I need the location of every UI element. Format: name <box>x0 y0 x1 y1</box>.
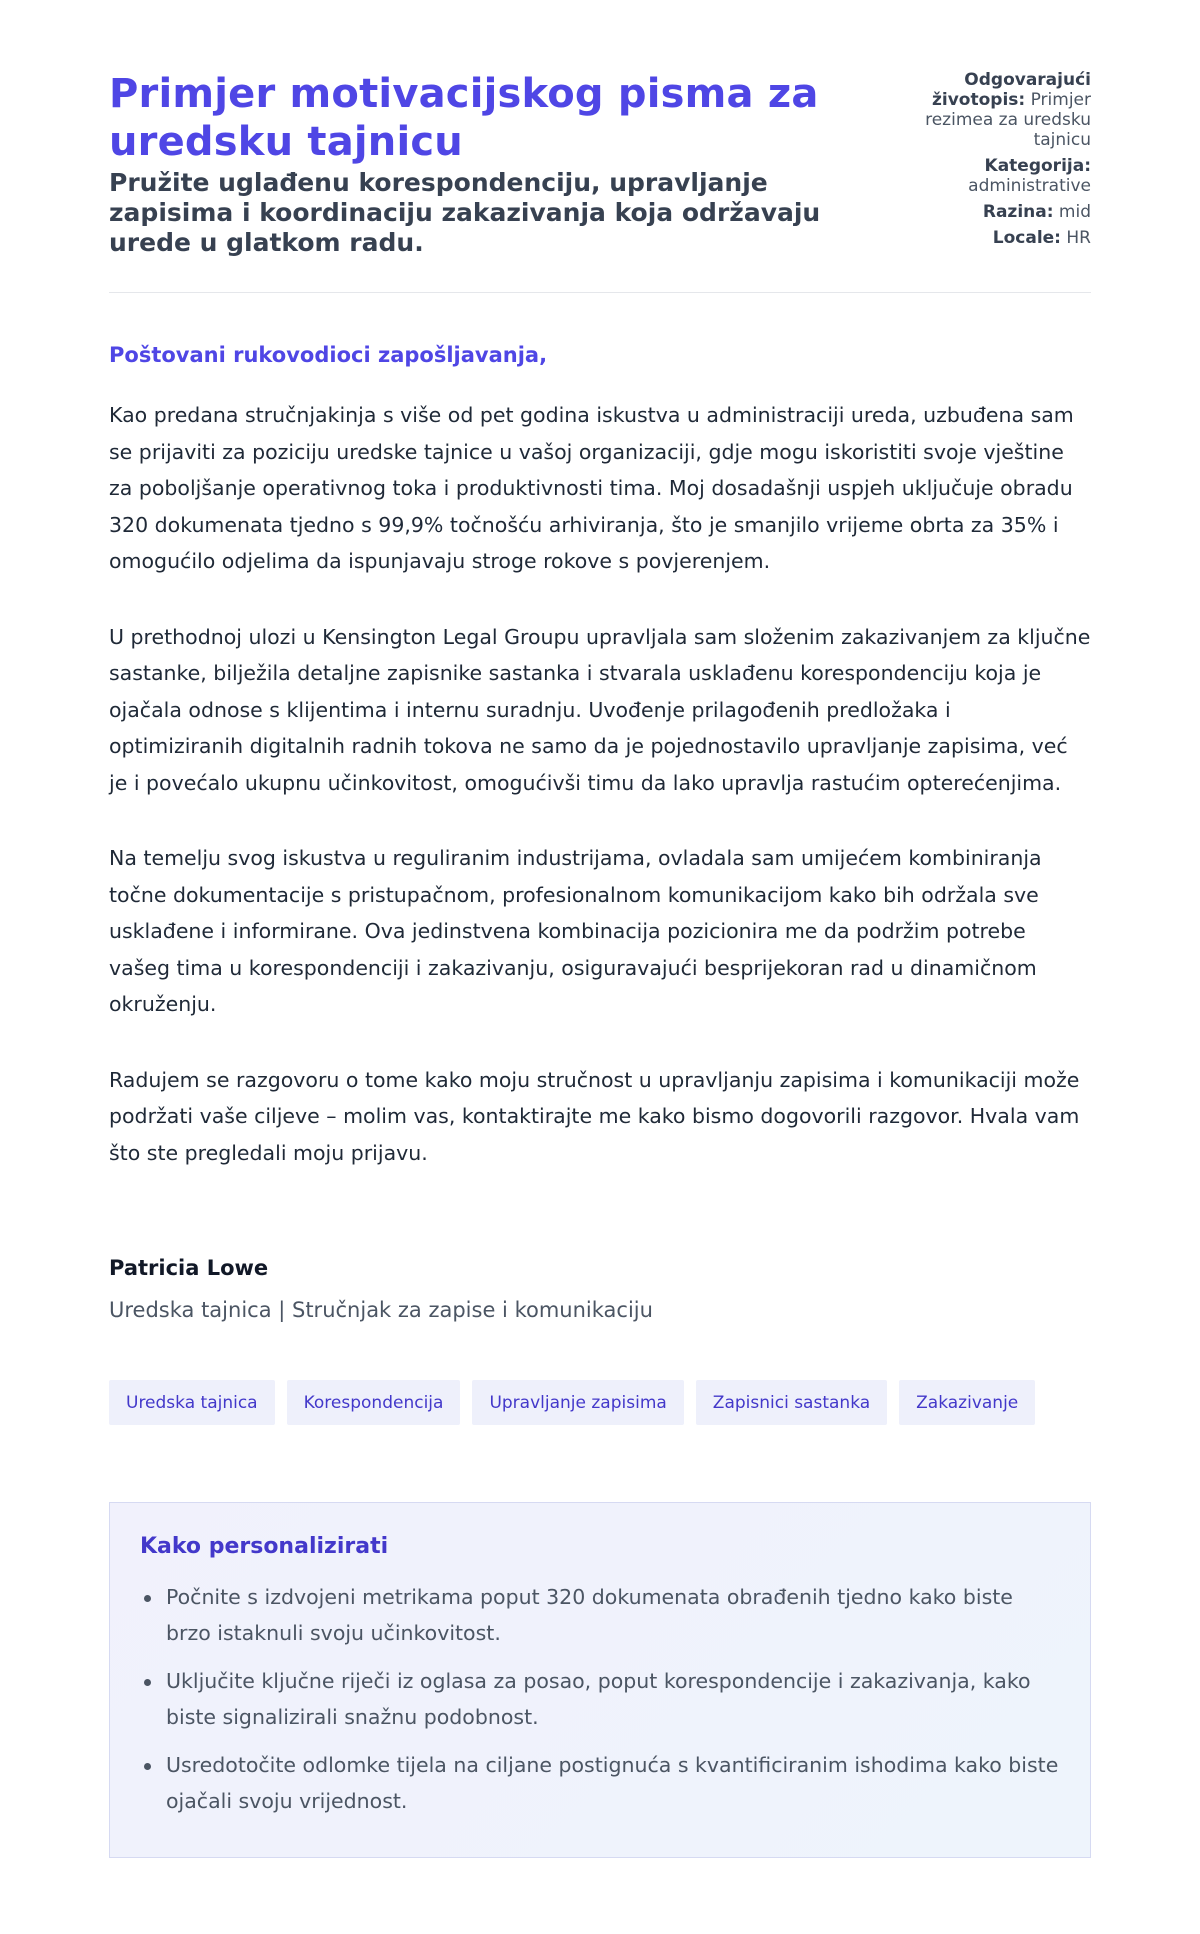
signature-name: Patricia Lowe <box>109 1256 269 1280</box>
meta-category <box>891 156 1091 196</box>
meta-level-value: mid <box>1058 202 1091 222</box>
tag-chip[interactable]: Zakazivanje <box>899 1380 1035 1425</box>
meta-resume <box>891 70 1091 150</box>
signature-role: Uredska tajnica | Stručnjak za zapise i komunikaciju <box>109 1298 653 1322</box>
tip-item: Počnite s izdvojeni metrikama poput 320 dokumenata obrađenih tjedno kako biste brzo istaknuli svoju učinkovitost. <box>140 1579 1060 1651</box>
meta-category-value: administrative <box>968 176 1091 196</box>
tip-item: Uključite ključne riječi iz oglasa za posao, poput korespondencije i zakazivanja, kako biste signalizirali snažnu podobnost. <box>140 1663 1060 1735</box>
tips-title: Kako personalizirati <box>140 1534 389 1559</box>
tag-chip[interactable]: Upravljanje zapisima <box>472 1380 683 1425</box>
tag-chip[interactable]: Zapisnici sastanka <box>696 1380 887 1425</box>
meta-level <box>891 202 1091 222</box>
tip-item: Usredotočite odlomke tijela na ciljane postignuća s kvantificiranim ishodima kako biste ojačali svoju vrijednost. <box>140 1747 1060 1819</box>
meta-locale-key: Locale: <box>992 228 1061 248</box>
signature-block <box>109 1210 1091 1324</box>
metadata-panel <box>891 70 1091 254</box>
meta-category-key: Kategorija: <box>984 156 1091 176</box>
tag-chip[interactable]: Uredska tajnica <box>109 1380 275 1425</box>
meta-level-key: Razina: <box>982 202 1054 222</box>
letter-paragraph: Radujem se razgovoru o tome kako moju stručnost u upravljanju zapisima i komunikaciji može podržati vaše ciljeve – molim vas, kontaktirajte me kako bismo dogovorili razgovor. Hvala vam što ste pregledali moju prijavu. <box>109 1067 1080 1165</box>
meta-locale <box>891 228 1091 248</box>
letter-paragraph: U prethodnoj ulozi u Kensington Legal Groupu upravljala sam složenim zakazivanjem za ključne sastanke, bilježila detaljne zapisnike sastanka i stvarala usklađenu korespondenciju koja je ojačala odnose s klijentima i internu suradnju. Uvođenje prilagođenih predložaka i optimiziranih digitalnih radnih tokova ne samo da je pojednostavilo upravljanje zapisima, već je i povećalo ukupnu učinkovitost, omogućivši timu da lako upravlja rastućim opterećenjima. <box>109 624 1091 795</box>
page-subtitle: Pružite uglađenu korespondenciju, upravljanje zapisima i koordinaciju zakazivanja koja održavaju urede u glatkom radu. <box>109 168 821 257</box>
salutation: Poštovani rukovodioci zapošljavanja, <box>109 343 548 367</box>
personalization-tips-box <box>109 1502 1091 1858</box>
tips-list <box>140 1579 1060 1819</box>
page-title: Primjer motivacijskog pisma za uredsku tajnicu <box>109 71 819 165</box>
page-header <box>109 0 1091 293</box>
meta-resume-value: Primjer rezimea za uredsku tajnicu <box>925 90 1091 150</box>
letter-paragraph: Kao predana stručnjakinja s više od pet godina iskustva u administraciji ureda, uzbuđena sam se prijaviti za poziciju uredske tajnice u vašoj organizaciji, gdje mogu iskoristiti svoje vještine za poboljšanje operativnog toka i produktivnosti tima. Moj dosadašnji uspjeh uključuje obradu 320 dokumenata tjedno s 99,9% točnošću arhiviranja, što je smanjilo vrijeme obrta za 35% i omogućilo odjelima da ispunjavaju stroge rokove s povjerenjem. <box>109 403 1074 573</box>
tag-list <box>109 1380 1091 1425</box>
tag-chip[interactable]: Korespondencija <box>287 1380 461 1425</box>
header-title-block <box>109 70 869 258</box>
meta-resume-key: Odgovarajući životopis: <box>931 70 1091 110</box>
letter-paragraph: Na temelju svog iskustva u reguliranim industrijama, ovladala sam umijećem kombiniranja točne dokumentacije s pristupačnom, profesionalnom komunikacijom kako bih održala sve usklađene i informirane. Ova jedinstvena kombinacija pozicionira me da podržim potrebe vašeg tima u korespondenciji i zakazivanju, osiguravajući besprijekoran rad u dinamičnom okruženju. <box>109 846 1042 1016</box>
meta-locale-value: HR <box>1066 228 1091 248</box>
letter-body <box>109 293 1091 1171</box>
